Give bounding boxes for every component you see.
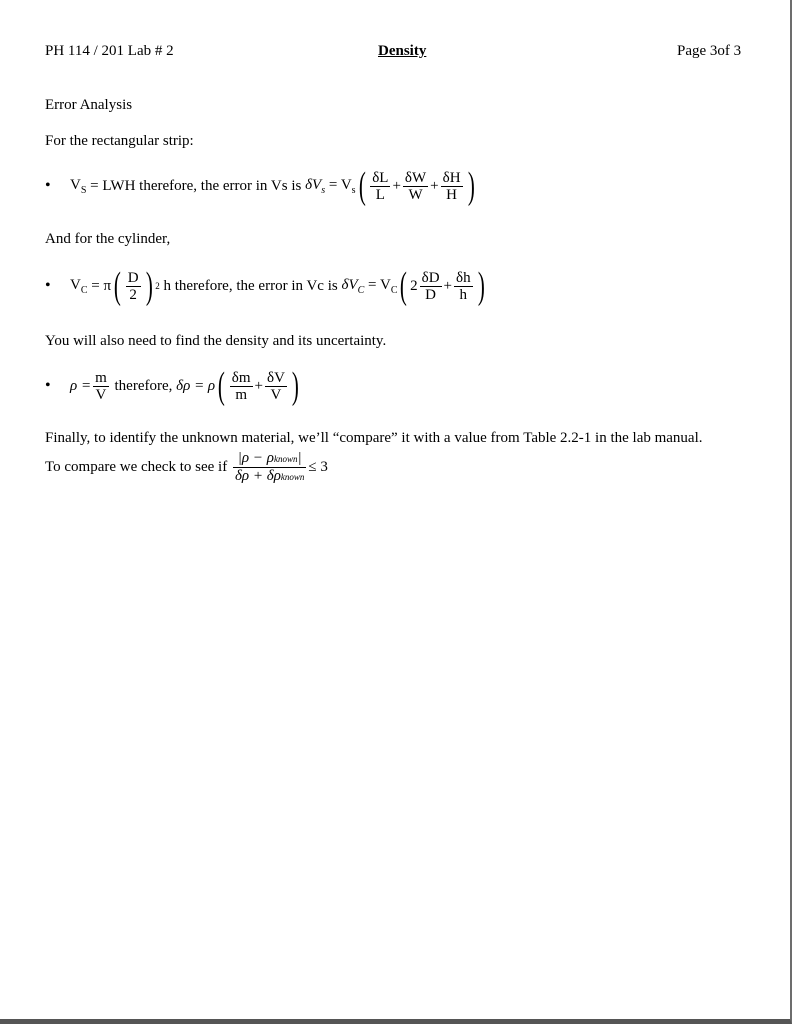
right-paren: ) bbox=[467, 165, 475, 207]
plus-sign: + bbox=[430, 177, 439, 194]
final-paragraph: Finally, to identify the unknown material, we’ll “compare” it with a value from Table 2.2-1 in the lab manual. bbox=[45, 430, 703, 446]
rect-formula-row bbox=[45, 165, 477, 207]
plus-sign: + bbox=[443, 277, 453, 294]
fraction-dw-w: $\frac{\delta W}{W}$ bbox=[404, 169, 427, 203]
plus-sign: + bbox=[254, 377, 264, 394]
section-title: Error Analysis bbox=[45, 97, 133, 113]
density-intro: You will also need to find the density and its uncertainty. bbox=[45, 333, 387, 349]
bullet: • bbox=[45, 177, 51, 194]
fraction-m-v: $\frac{m}{V}$ bbox=[95, 369, 107, 403]
fraction-dd-d: $\frac{\delta D}{D}$ bbox=[421, 269, 440, 303]
rect-error-text: therefore, the error in Vs is bbox=[139, 177, 302, 194]
right-paren: ) bbox=[477, 265, 485, 307]
delta-vc: $\delta V_C$ bbox=[341, 276, 365, 296]
header-course: PH 114 / 201 Lab # 2 bbox=[45, 43, 174, 59]
rho-equals: ρ = bbox=[70, 377, 92, 394]
compare-fraction bbox=[233, 450, 306, 485]
header-page-number: Page 3of 3 bbox=[677, 43, 742, 59]
delta-rho: δρ = ρ bbox=[176, 377, 216, 394]
fraction-dh-h: $\frac{\delta H}{H}$ bbox=[442, 169, 461, 203]
cyl-formula-row bbox=[45, 265, 487, 307]
right-paren: ) bbox=[145, 265, 153, 307]
pi-factor: = π bbox=[91, 277, 112, 294]
compare-relation: ≤ 3 bbox=[308, 459, 328, 475]
left-paren: ( bbox=[358, 165, 366, 207]
fraction-dm-m: $\frac{\delta m}{m}$ bbox=[231, 369, 251, 403]
left-paren: ( bbox=[217, 365, 225, 407]
left-paren: ( bbox=[400, 265, 408, 307]
plus-sign: + bbox=[392, 177, 401, 194]
vc-factor: = $V_C$ bbox=[368, 276, 398, 296]
compare-text: To compare we check to see if bbox=[45, 459, 228, 475]
fraction-d-2: $\frac{D}{2}$ bbox=[127, 269, 139, 303]
vs-equation: = LWH bbox=[90, 177, 136, 194]
header-title: Density bbox=[378, 43, 427, 59]
right-paren: ) bbox=[291, 365, 299, 407]
vc-symbol: $V_C$ bbox=[70, 276, 88, 296]
cylinder-intro: And for the cylinder, bbox=[45, 231, 171, 247]
coefficient-two: 2 bbox=[410, 277, 418, 294]
rect-intro: For the rectangular strip: bbox=[45, 133, 194, 149]
left-paren: ( bbox=[113, 265, 121, 307]
compare-row bbox=[45, 450, 328, 485]
square-exponent: 2 bbox=[155, 281, 160, 291]
compare-denominator: δρ + δρknown bbox=[234, 468, 305, 484]
fraction-dv-v: $\frac{\delta V}{V}$ bbox=[267, 369, 285, 403]
density-formula-row bbox=[45, 365, 302, 407]
bullet: • bbox=[45, 377, 51, 394]
compare-numerator: |ρ − ρknown| bbox=[233, 450, 306, 468]
vs-symbol: $V_S$ bbox=[70, 176, 87, 196]
fraction-dh-h: $\frac{\delta h}{h}$ bbox=[456, 269, 471, 303]
delta-vs: $\delta V_s$ bbox=[305, 176, 326, 196]
cyl-error-text: h therefore, the error in Vc is bbox=[163, 277, 338, 294]
therefore-text: therefore, bbox=[114, 377, 173, 394]
bullet: • bbox=[45, 277, 51, 294]
fraction-dl-l: $\frac{\delta L}{L}$ bbox=[372, 169, 389, 203]
vs-factor: = $V_s$ bbox=[328, 176, 356, 196]
